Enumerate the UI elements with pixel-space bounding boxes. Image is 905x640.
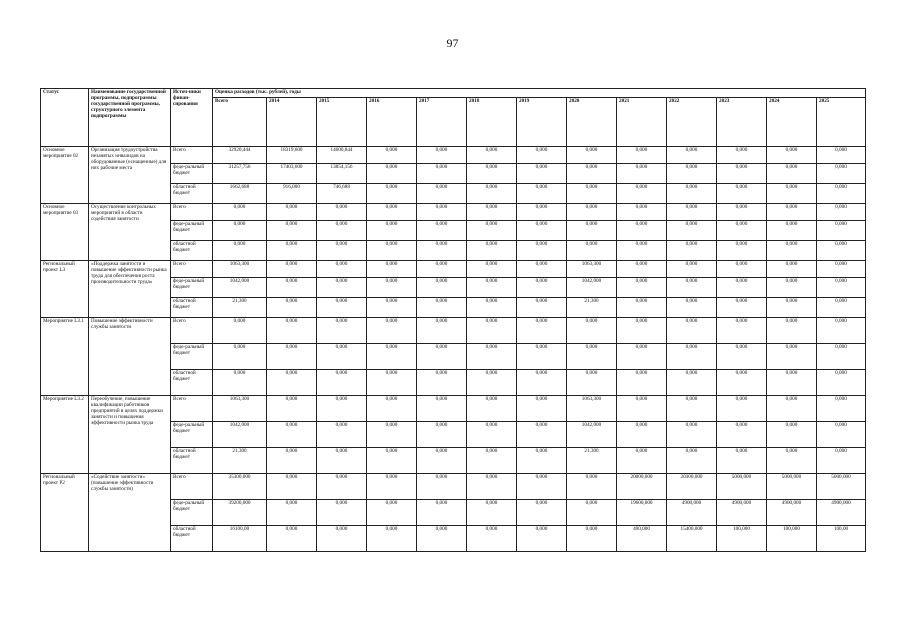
row-value: 0,000: [667, 447, 717, 473]
row-value: 0,000: [717, 240, 767, 260]
row-value: 400,000: [617, 525, 667, 551]
row-value: 0,000: [467, 220, 517, 240]
row-value: 0,000: [417, 343, 467, 369]
row-value: 0,000: [417, 163, 467, 183]
row-name: Осуществление контрольных мероприятий в области содействия занятости: [89, 203, 171, 260]
row-name: «Содействие занятости» (повышение эффективности службы занятости): [89, 473, 171, 551]
row-value: 0,000: [567, 473, 617, 499]
row-value: 0,000: [517, 260, 567, 277]
row-value: 0,000: [467, 343, 517, 369]
row-value: 0,000: [467, 163, 517, 183]
row-value: 0,000: [767, 146, 817, 163]
row-value: 0,000: [617, 183, 667, 203]
row-value: 0,000: [417, 146, 467, 163]
row-value: 0,000: [767, 421, 817, 447]
row-source: областной бюджет: [171, 183, 213, 203]
row-value: 0,000: [417, 203, 467, 220]
header-estimate: Оценка расходов (тыс. рублей), годы: [213, 89, 866, 98]
row-value: 0,000: [467, 421, 517, 447]
row-source: областной бюджет: [171, 240, 213, 260]
row-value: 0,000: [617, 240, 667, 260]
row-source: Всего: [171, 395, 213, 421]
table-row: [41, 317, 866, 343]
row-value: 0,000: [517, 473, 567, 499]
row-source: феде-ральный бюджет: [171, 421, 213, 447]
row-value: 0,000: [417, 220, 467, 240]
row-value: 0,000: [467, 473, 517, 499]
row-source: Всего: [171, 473, 213, 499]
row-value: 0,000: [367, 525, 417, 551]
row-value: 0,000: [817, 343, 866, 369]
row-value: 0,000: [817, 369, 866, 395]
row-value: 0,000: [267, 421, 317, 447]
header-name: Наименование государственной программы, подпрограммы государственной программы, структурного элемента подпрограммы: [89, 89, 171, 147]
row-value: 0,000: [267, 369, 317, 395]
row-value: 0,000: [717, 297, 767, 317]
row-status: Мероприятие L3.1: [41, 317, 89, 395]
row-value: 0,000: [367, 447, 417, 473]
row-value: 0,000: [817, 146, 866, 163]
table-row: [41, 146, 866, 163]
row-value: 0,000: [567, 183, 617, 203]
row-value: 0,000: [517, 499, 567, 525]
row-value: 0,000: [467, 447, 517, 473]
row-value: 0,000: [267, 260, 317, 277]
row-value: 1063,300: [567, 395, 617, 421]
row-value: 0,000: [417, 369, 467, 395]
row-source: областной бюджет: [171, 297, 213, 317]
row-value: 0,000: [617, 317, 667, 343]
row-value: 0,000: [567, 163, 617, 183]
header-year: 2017: [417, 97, 467, 146]
row-value: 0,000: [617, 203, 667, 220]
header-year: 2016: [367, 97, 417, 146]
row-value: 0,000: [517, 203, 567, 220]
row-value: 0,000: [767, 163, 817, 183]
row-value: 5000,000: [767, 473, 817, 499]
row-value: 19600,000: [617, 499, 667, 525]
row-value: 0,000: [367, 473, 417, 499]
row-value: 0,000: [467, 499, 517, 525]
row-value: 0,000: [317, 395, 367, 421]
row-value: 0,000: [417, 240, 467, 260]
row-value: 0,000: [617, 220, 667, 240]
row-value: 0,000: [317, 240, 367, 260]
row-value: 0,000: [767, 343, 817, 369]
header-year: 2015: [317, 97, 367, 146]
header-year: 2019: [517, 97, 567, 146]
row-value: 4900,000: [717, 499, 767, 525]
row-value: 0,000: [517, 183, 567, 203]
row-value: 0,000: [517, 146, 567, 163]
row-value: 0,000: [667, 395, 717, 421]
row-value: 0,000: [317, 220, 367, 240]
row-value: 0,000: [817, 395, 866, 421]
row-value: 0,000: [667, 146, 717, 163]
row-source: областной бюджет: [171, 447, 213, 473]
row-status: Региональный проект P2: [41, 473, 89, 551]
row-value: 0,000: [267, 277, 317, 297]
row-value: 0,000: [567, 220, 617, 240]
row-value: 0,000: [667, 183, 717, 203]
row-value: 0,000: [717, 421, 767, 447]
row-value: 0,000: [317, 203, 367, 220]
row-value: 0,000: [617, 447, 667, 473]
header-year: 2023: [717, 97, 767, 146]
row-value: 0,000: [417, 421, 467, 447]
row-value: 0,000: [317, 277, 367, 297]
row-value: 0,000: [667, 203, 717, 220]
row-value: 0,000: [767, 447, 817, 473]
row-value: 0,000: [367, 277, 417, 297]
row-value: 0,000: [667, 343, 717, 369]
row-value: 0,000: [517, 220, 567, 240]
row-value: 0,000: [467, 183, 517, 203]
row-value: 0,000: [417, 277, 467, 297]
header-year: 2018: [467, 97, 517, 146]
row-value: 0,000: [817, 240, 866, 260]
row-value: 0,000: [517, 447, 567, 473]
row-value: 20300,000: [667, 473, 717, 499]
row-value: 0,000: [617, 369, 667, 395]
table-row: [41, 203, 866, 220]
row-value: 0,000: [767, 277, 817, 297]
row-value: 0,000: [767, 203, 817, 220]
row-value: 0,000: [817, 447, 866, 473]
row-name: «Поддержка занятости и повышение эффективности рынка труда для обеспечения роста производительности труда»: [89, 260, 171, 317]
row-value: 0,000: [213, 317, 267, 343]
row-value: 0,000: [367, 421, 417, 447]
row-value: 0,000: [717, 183, 767, 203]
row-value: 0,000: [367, 203, 417, 220]
row-value: 0,000: [317, 317, 367, 343]
table-row: [41, 473, 866, 499]
row-value: 0,000: [767, 240, 817, 260]
row-value: 0,000: [517, 525, 567, 551]
header-source: Источ-ники финан-сирования: [171, 89, 213, 147]
row-value: 0,000: [267, 220, 317, 240]
header-year: 2014: [267, 97, 317, 146]
row-value: 0,000: [817, 421, 866, 447]
row-value: 31257,756: [213, 163, 267, 183]
row-value: 0,000: [267, 473, 317, 499]
row-value: 0,000: [567, 146, 617, 163]
row-value: 0,000: [367, 220, 417, 240]
table-row: [41, 260, 866, 277]
row-value: 0,000: [467, 525, 517, 551]
row-value: 0,000: [717, 203, 767, 220]
row-value: 0,000: [467, 260, 517, 277]
row-value: 0,000: [567, 369, 617, 395]
row-value: 1042,000: [213, 277, 267, 297]
row-value: 0,000: [317, 297, 367, 317]
row-value: 0,000: [767, 183, 817, 203]
row-value: 17403,600: [267, 163, 317, 183]
row-value: 0,000: [367, 183, 417, 203]
row-source: областной бюджет: [171, 525, 213, 551]
row-value: 0,000: [517, 395, 567, 421]
row-value: 0,000: [617, 163, 667, 183]
row-value: 0,000: [367, 317, 417, 343]
row-name: Организация трудоустройства незанятых инвалидов на оборудованные (оснащенные) для них рабочие места: [89, 146, 171, 203]
row-value: 0,000: [267, 203, 317, 220]
row-value: 100,000: [767, 525, 817, 551]
row-source: Всего: [171, 203, 213, 220]
row-value: 1063,300: [213, 260, 267, 277]
row-name: Повышение эффективности службы занятости: [89, 317, 171, 395]
row-value: 13854,156: [317, 163, 367, 183]
row-value: 0,000: [417, 447, 467, 473]
row-value: 0,000: [417, 183, 467, 203]
row-value: 0,000: [467, 317, 517, 343]
row-value: 0,000: [367, 297, 417, 317]
row-value: 0,000: [367, 499, 417, 525]
row-value: 0,000: [213, 343, 267, 369]
row-source: феде-ральный бюджет: [171, 277, 213, 297]
row-name: Переобучение, повышение квалификации работников предприятий в целях поддержки занятости и повышения эффективности рынка труда: [89, 395, 171, 473]
row-value: 0,000: [717, 277, 767, 297]
row-value: 4900,000: [817, 499, 866, 525]
row-value: 0,000: [517, 297, 567, 317]
row-value: 0,000: [517, 163, 567, 183]
row-value: 0,000: [667, 297, 717, 317]
row-value: 0,000: [517, 240, 567, 260]
row-value: 1042,000: [567, 421, 617, 447]
row-value: 5000,000: [717, 473, 767, 499]
row-value: 0,000: [817, 277, 866, 297]
row-value: 0,000: [213, 369, 267, 395]
row-value: 0,000: [317, 343, 367, 369]
row-value: 0,000: [567, 240, 617, 260]
row-value: 1042,000: [567, 277, 617, 297]
row-value: 0,000: [717, 163, 767, 183]
row-value: 0,000: [817, 203, 866, 220]
row-value: 0,000: [367, 369, 417, 395]
row-source: феде-ральный бюджет: [171, 220, 213, 240]
row-value: 0,000: [517, 369, 567, 395]
row-value: 39200,000: [213, 499, 267, 525]
row-value: 1042,000: [213, 421, 267, 447]
row-value: 0,000: [767, 220, 817, 240]
row-value: 100,000: [717, 525, 767, 551]
row-value: 0,000: [567, 525, 617, 551]
row-value: 0,000: [417, 499, 467, 525]
row-value: 0,000: [717, 317, 767, 343]
row-source: областной бюджет: [171, 369, 213, 395]
row-value: 21,300: [213, 297, 267, 317]
row-value: 0,000: [817, 317, 866, 343]
row-value: 0,000: [267, 240, 317, 260]
row-value: 0,000: [467, 395, 517, 421]
row-value: 0,000: [367, 240, 417, 260]
row-value: 0,000: [767, 297, 817, 317]
row-value: 18319,600: [267, 146, 317, 163]
row-value: 0,000: [467, 203, 517, 220]
row-value: 0,000: [317, 421, 367, 447]
row-value: 0,000: [817, 220, 866, 240]
row-value: 0,000: [317, 369, 367, 395]
header-year: Всего: [213, 97, 267, 146]
row-value: 0,000: [717, 146, 767, 163]
row-value: 0,000: [617, 146, 667, 163]
row-status: Мероприятие L3.2: [41, 395, 89, 473]
row-status: Основное мероприятие 02: [41, 146, 89, 203]
row-value: 0,000: [567, 203, 617, 220]
row-value: 746,688: [317, 183, 367, 203]
row-value: 1063,300: [213, 395, 267, 421]
row-value: 0,000: [617, 260, 667, 277]
row-value: 0,000: [267, 297, 317, 317]
row-value: 0,000: [467, 369, 517, 395]
row-value: 0,000: [617, 297, 667, 317]
row-source: Всего: [171, 317, 213, 343]
row-source: Всего: [171, 260, 213, 277]
header-year: 2020: [567, 97, 617, 146]
row-value: 0,000: [417, 395, 467, 421]
row-value: 21,300: [213, 447, 267, 473]
row-value: 1063,300: [567, 260, 617, 277]
row-value: 0,000: [767, 317, 817, 343]
row-value: 0,000: [717, 369, 767, 395]
row-value: 0,000: [417, 473, 467, 499]
row-value: 0,000: [567, 499, 617, 525]
row-value: 0,000: [717, 447, 767, 473]
row-value: 14600,844: [317, 146, 367, 163]
row-value: 0,000: [717, 395, 767, 421]
row-value: 0,000: [317, 525, 367, 551]
row-value: 0,000: [213, 203, 267, 220]
row-value: 0,000: [817, 260, 866, 277]
row-value: 0,000: [817, 297, 866, 317]
row-value: 0,000: [467, 277, 517, 297]
row-value: 0,000: [617, 343, 667, 369]
row-value: 4900,000: [767, 499, 817, 525]
row-value: 0,000: [417, 525, 467, 551]
row-value: 0,000: [367, 343, 417, 369]
row-value: 15400,000: [667, 525, 717, 551]
row-value: 0,000: [767, 369, 817, 395]
row-value: 35300,000: [213, 473, 267, 499]
row-value: 0,000: [717, 220, 767, 240]
row-value: 0,000: [467, 297, 517, 317]
row-value: 0,000: [617, 277, 667, 297]
row-value: 0,000: [367, 163, 417, 183]
row-value: 0,000: [267, 525, 317, 551]
row-value: 0,000: [617, 421, 667, 447]
row-value: 5000,000: [817, 473, 866, 499]
row-value: 0,000: [317, 499, 367, 525]
row-value: 0,000: [417, 317, 467, 343]
row-value: 0,000: [417, 297, 467, 317]
header-year: 2025: [817, 97, 866, 146]
row-value: 0,000: [767, 395, 817, 421]
row-value: 0,000: [667, 220, 717, 240]
header-year: 2021: [617, 97, 667, 146]
row-value: 0,000: [717, 260, 767, 277]
row-status: Основное мероприятие 03: [41, 203, 89, 260]
row-value: 0,000: [567, 343, 617, 369]
row-source: феде-ральный бюджет: [171, 343, 213, 369]
row-value: 0,000: [667, 421, 717, 447]
row-value: 0,000: [267, 395, 317, 421]
row-value: 0,000: [267, 343, 317, 369]
row-value: 0,000: [517, 317, 567, 343]
row-value: 0,000: [667, 240, 717, 260]
table-row: [41, 395, 866, 421]
row-value: 4900,000: [667, 499, 717, 525]
row-value: 916,000: [267, 183, 317, 203]
row-value: 0,000: [817, 183, 866, 203]
row-value: 20000,000: [617, 473, 667, 499]
header-year: 2022: [667, 97, 717, 146]
page-number: 97: [446, 36, 459, 50]
row-status: Региональный проект L3: [41, 260, 89, 317]
row-value: 0,000: [367, 260, 417, 277]
row-value: 0,000: [267, 499, 317, 525]
row-value: 0,000: [467, 146, 517, 163]
row-value: 0,000: [367, 146, 417, 163]
row-value: 0,000: [717, 343, 767, 369]
header-year: 2024: [767, 97, 817, 146]
row-value: 0,000: [567, 317, 617, 343]
budget-table: [40, 88, 866, 552]
row-value: 0,000: [417, 260, 467, 277]
row-value: 32920,444: [213, 146, 267, 163]
row-source: феде-ральный бюджет: [171, 499, 213, 525]
row-value: 0,000: [817, 163, 866, 183]
row-value: 0,000: [517, 421, 567, 447]
row-value: 0,000: [317, 447, 367, 473]
row-value: 0,000: [517, 277, 567, 297]
row-value: 0,000: [767, 260, 817, 277]
row-value: 0,000: [367, 395, 417, 421]
row-value: 100,00: [817, 525, 866, 551]
row-value: 21,300: [567, 297, 617, 317]
row-value: 0,000: [617, 395, 667, 421]
row-source: феде-ральный бюджет: [171, 163, 213, 183]
row-value: 16100,00: [213, 525, 267, 551]
row-value: 21,300: [567, 447, 617, 473]
row-value: 0,000: [467, 240, 517, 260]
row-value: 0,000: [667, 277, 717, 297]
row-value: 0,000: [213, 240, 267, 260]
row-value: 0,000: [517, 343, 567, 369]
row-value: 0,000: [317, 473, 367, 499]
row-value: 0,000: [667, 260, 717, 277]
row-value: 0,000: [667, 317, 717, 343]
header-status: Статус: [41, 89, 89, 147]
row-value: 0,000: [213, 220, 267, 240]
row-value: 1662,688: [213, 183, 267, 203]
row-source: Всего: [171, 146, 213, 163]
row-value: 0,000: [667, 163, 717, 183]
row-value: 0,000: [667, 369, 717, 395]
row-value: 0,000: [267, 447, 317, 473]
row-value: 0,000: [267, 317, 317, 343]
row-value: 0,000: [317, 260, 367, 277]
